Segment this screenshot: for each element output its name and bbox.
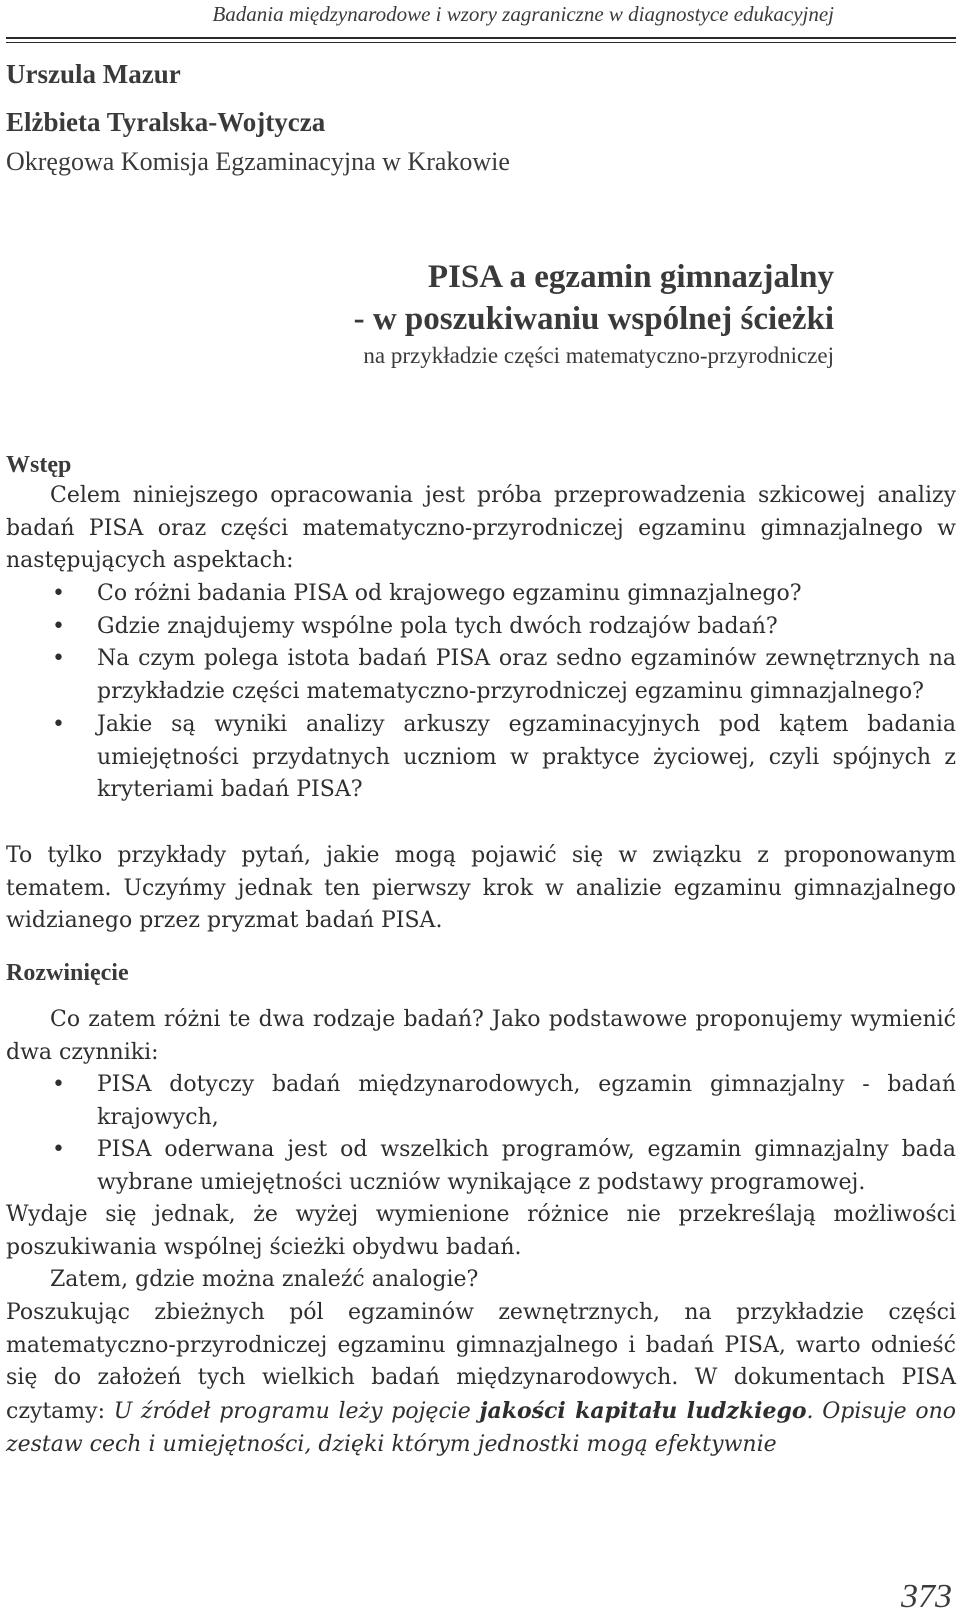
bullet-icon: • [52, 646, 65, 672]
quote-text-continued: . Opisuje ono zestaw cech i umiejętności, dzięki którym jednostki mogą efektywnie [6, 1399, 957, 1457]
header-rule-thick [6, 37, 956, 39]
list-item: • Co różni badania PISA od krajowego egzaminu gimnazjalnego? [6, 578, 956, 611]
body-paragraph-1: Co zatem różni te dwa rodzaje badań? Jako podstawowe proponujemy wymienić dwa czynniki: [6, 1007, 956, 1065]
bullet-icon: • [52, 613, 65, 639]
intro-closing-paragraph: To tylko przykłady pytań, jakie mogą pojawić się w związku z proponowanym tematem. Uczyńmy jednak ten pierwszy krok w analizie egzaminu gimnazjalnego widzianego przez pryzmat badań PISA. [6, 843, 956, 934]
intro-bullet-list [6, 578, 956, 807]
list-item: • PISA oderwana jest od wszelkich programów, egzamin gimnazjalny bada wybrane umiejętności uczniów wynikające z podstawy programowej. [6, 1134, 956, 1199]
body-paragraph-2: Wydaje się jednak, że wyżej wymienione różnice nie przekreślają możliwości poszukiwania wspólnej ścieżki obydwu badań. [6, 1202, 956, 1260]
body-bullet-list [6, 1069, 956, 1200]
quote-text: U źródeł programu leży pojęcie [113, 1399, 480, 1425]
list-item: • Gdzie znajdujemy wspólne pola tych dwóch rodzajów badań? [6, 611, 956, 644]
title-line-1: PISA a egzamin gimnazjalny [427, 259, 834, 295]
bullet-icon: • [52, 1137, 65, 1163]
section-heading-body: Rozwinięcie [6, 960, 129, 986]
running-head: Badania międzynarodowe i wzory zagraniczne w diagnostyce edukacyjnej [212, 2, 834, 26]
page-number: 373 [901, 1578, 952, 1615]
subtitle: na przykładzie części matematyczno-przyrodniczej [363, 343, 834, 368]
bullet-icon: • [52, 581, 65, 606]
intro-paragraph: Celem niniejszego opracowania jest próba przeprowadzenia szkicowej analizy badań PISA oraz części matematyczno-przyrodniczej egzaminu gimnazjalnego w następujących aspektach: [6, 483, 956, 574]
title-line-2: - w poszukiwaniu wspólnej ścieżki [353, 301, 834, 337]
affiliation: Okręgowa Komisja Egzaminacyjna w Krakowie [6, 147, 510, 176]
list-item: • Jakie są wyniki analizy arkuszy egzaminacyjnych pod kątem badania umiejętności przydatnych uczniom w praktyce życiowej, czyli spójnych z kryteriami badań PISA? [6, 709, 956, 807]
section-heading-intro: Wstęp [6, 452, 72, 478]
quote-emphasis: jakości kapitału ludzkiego [479, 1398, 807, 1425]
body-paragraph-4: Poszukując zbieżnych pól egzaminów zewnętrznych, na przykładzie części matematyczno-przyrodniczej egzaminu gimnazjalnego i badań PISA, warto odnieść się do założeń tych wielkich badań międzynarodowych. W dokumentach PISA czytamy: U źródeł programu leży pojęcie jakości kapitału ludzkiego. Opisuje ono zestaw cech i umiejętności, dzięki którym jednostki mogą efektywnie [6, 1300, 957, 1457]
header-rule-thin [6, 42, 956, 43]
author-1: Urszula Mazur [6, 59, 181, 89]
bullet-icon: • [52, 711, 65, 737]
author-2: Elżbieta Tyralska-Wojtycza [6, 107, 326, 137]
list-item: • PISA dotyczy badań międzynarodowych, egzamin gimnazjalny - badań krajowych, [6, 1069, 956, 1134]
bullet-icon: • [52, 1072, 65, 1097]
body-paragraph-3: Zatem, gdzie można znaleźć analogie? [50, 1267, 479, 1292]
list-item: • Na czym polega istota badań PISA oraz sedno egzaminów zewnętrznych na przykładzie części matematyczno-przyrodniczej egzaminu gimnazjalnego? [6, 643, 956, 708]
